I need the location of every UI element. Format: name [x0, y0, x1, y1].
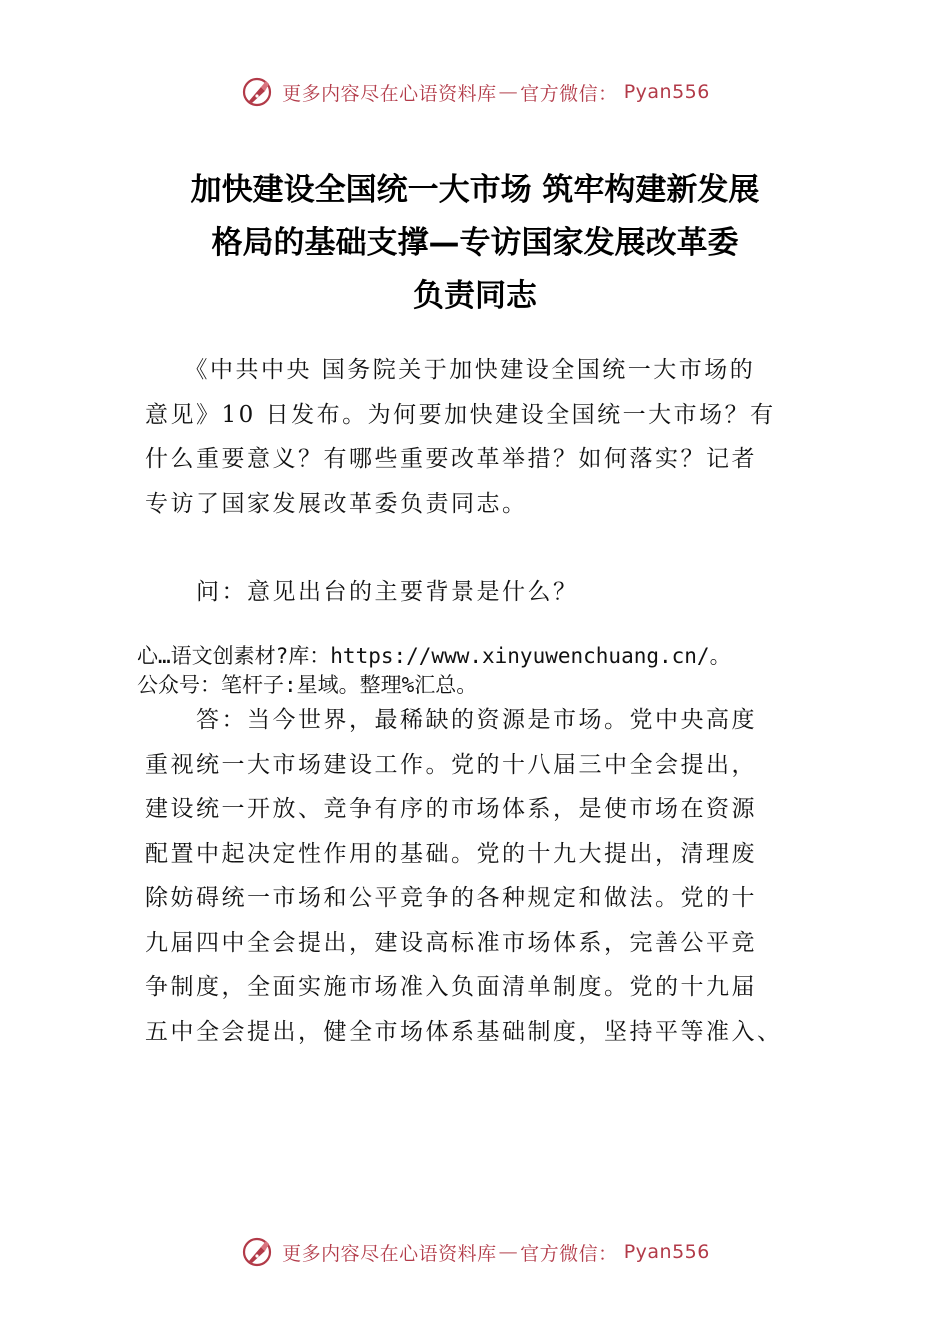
watermark-label: 官方微信： [520, 1242, 618, 1265]
footer-watermark [0, 1232, 950, 1272]
text-line: 专访了国家发展改革委负责同志。 [145, 490, 528, 517]
text-line: 《中共中央 国务院关于加快建设全国统一大市场的 [145, 357, 756, 383]
watermark-brand: 更多内容尽在心语资料库 [282, 82, 497, 105]
title-line: 负责同志 [413, 278, 537, 314]
text-line: 五中全会提出，健全市场体系基础制度，坚持平等准入、 [145, 1018, 783, 1045]
title-line: 加快建设全国统一大市场 筑牢构建新发展 [190, 172, 760, 208]
text-line: 重视统一大市场建设工作。党的十八届三中全会提出， [145, 751, 757, 778]
intro-paragraph [145, 348, 825, 526]
answer-paragraph [145, 698, 825, 1054]
question-paragraph [145, 570, 825, 615]
text-line: 除妨碍统一市场和公平竞争的各种规定和做法。党的十 [145, 885, 757, 911]
header-watermark [0, 72, 950, 112]
inline-source-note [137, 642, 857, 700]
page-title [100, 164, 850, 323]
watermark-brand: 更多内容尽在心语资料库 [282, 1242, 497, 1265]
text-line: 问：意见出台的主要背景是什么？ [145, 579, 579, 605]
text-line: 答：当今世界，最稀缺的资源是市场。党中央高度 [145, 707, 757, 733]
text-line: 建设统一开放、竞争有序的市场体系，是使市场在资源 [145, 796, 757, 822]
title-line: 格局的基础支撑—专访国家发展改革委 [211, 225, 739, 261]
watermark-separator: — [498, 81, 519, 103]
text-line: 配置中起决定性作用的基础。党的十九大提出，清理废 [145, 840, 757, 867]
watermark-wechat-id: Pyan556 [623, 1241, 710, 1263]
text-line: 九届四中全会提出，建设高标准市场体系，完善公平竞 [145, 929, 757, 956]
pen-nib-logo-icon [240, 75, 274, 109]
text-line: 什么重要意义？有哪些重要改革举措？如何落实？记者 [145, 446, 757, 472]
note-line: 心…语文创素材?库：https://www.xinyuwenchuang.cn/。 [137, 644, 731, 668]
text-line: 争制度，全面实施市场准入负面清单制度。党的十九届 [145, 974, 757, 1000]
pen-nib-logo-icon [240, 1235, 274, 1269]
watermark-wechat-id: Pyan556 [623, 81, 710, 103]
watermark-separator: — [498, 1241, 519, 1263]
text-line: 意见》10 日发布。为何要加快建设全国统一大市场？有 [145, 401, 776, 428]
watermark-label: 官方微信： [520, 82, 618, 105]
note-line: 公众号：笔杆子:星域。整理%汇总。 [137, 673, 478, 697]
